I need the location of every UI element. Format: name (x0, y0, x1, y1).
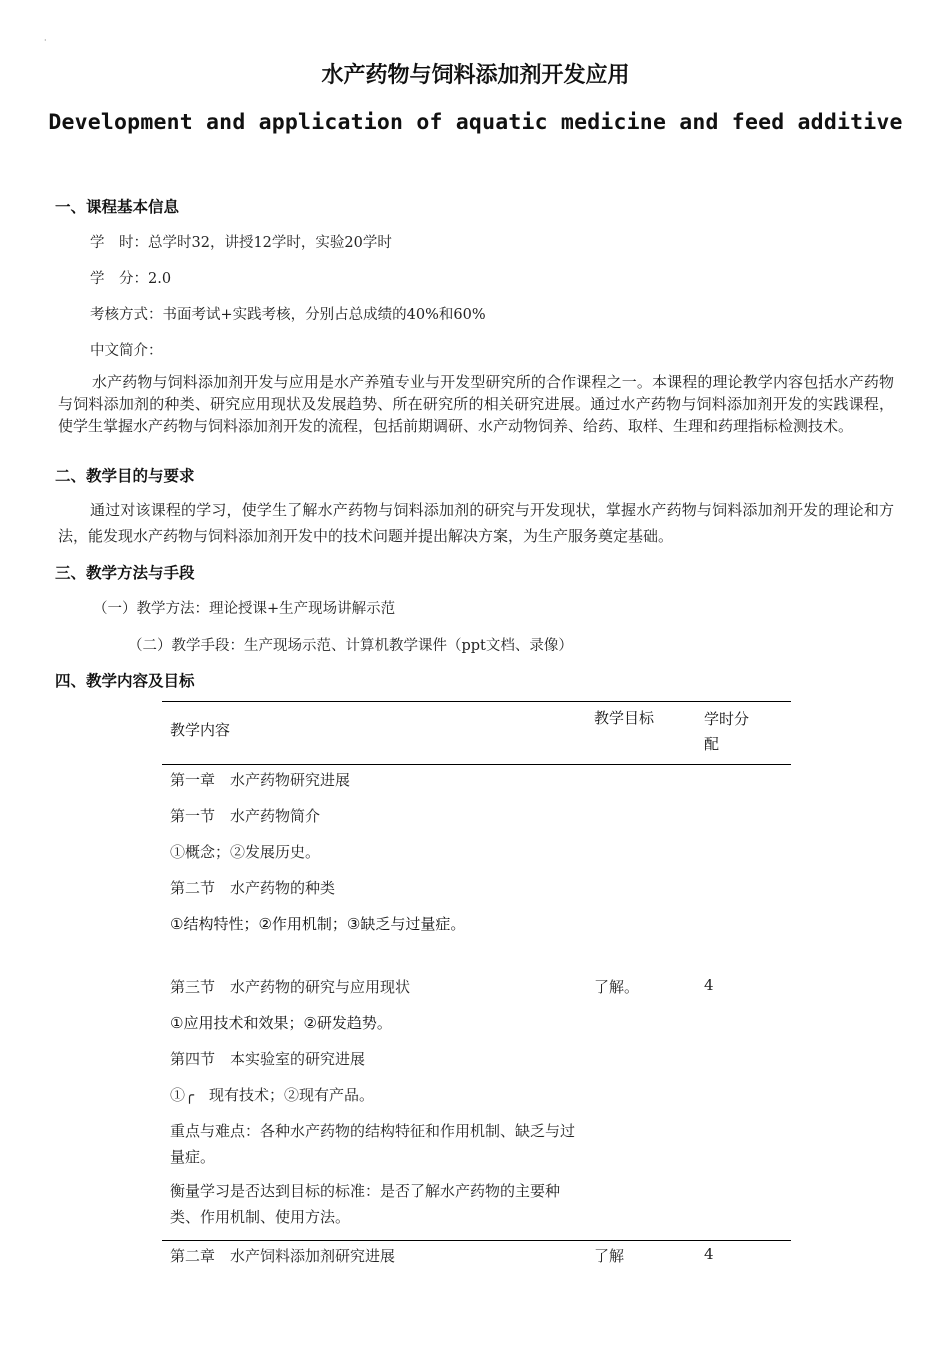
chapter1-section2-items: ①结构特性；②作用机制；③缺乏与过量症。 (170, 915, 466, 933)
header-goal: 教学目标 (594, 709, 655, 727)
intro-label: 中文简介： (90, 343, 163, 359)
chapter2-hours: 4 (704, 1245, 714, 1263)
chapter2-goal: 了解 (594, 1247, 625, 1265)
chapter1-title: 第一章 水产药物研究进展 (170, 771, 351, 789)
page-title: 水产药物与饲料添加剂开发应用 (321, 63, 630, 88)
chapter2-title: 第二章 水产饲料添加剂研究进展 (170, 1247, 396, 1265)
stray-mark: · (44, 36, 47, 45)
chapter1-section4: 第四节 本实验室的研究进展 (170, 1050, 366, 1068)
table-header-rule (162, 764, 791, 765)
chapter1-section2: 第二节 水产药物的种类 (170, 879, 336, 897)
teaching-method: （一）教学方法：理论授课+生产现场讲解示范 (93, 601, 396, 617)
teaching-means: （二）教学手段：生产现场示范、计算机教学课件（ppt文档、录像） (128, 638, 573, 654)
chapter1-criteria: 衡量学习是否达到目标的标准：是否了解水产药物的主要种类、作用机制、使用方法。 (170, 1182, 561, 1226)
chapter1-section4-items: ①╭ 现有技术；②现有产品。 (170, 1086, 375, 1104)
section-heading-objectives: 二、教学目的与要求 (55, 467, 195, 485)
section-heading-methods: 三、教学方法与手段 (55, 564, 195, 582)
objectives-paragraph: 通过对该课程的学习，使学生了解水产药物与饲料添加剂的研究与开发现状，掌握水产药物与饲料添加剂开发的理论和方法，能发现水产药物与饲料添加剂开发中的技术问题并提出解决方案，为生产服务奠定基础。 (58, 501, 894, 545)
assessment-method: 考核方式：书面考试+实践考核，分别占总成绩的40%和60% (90, 307, 486, 323)
table-top-rule (162, 701, 791, 702)
header-hours: 学时分配 (704, 710, 750, 753)
section-heading-content: 四、教学内容及目标 (55, 672, 195, 690)
chapter1-key-points: 重点与难点：各种水产药物的结构特征和作用机制、缺乏与过量症。 (170, 1122, 576, 1166)
chapter1-section3: 第三节 水产药物的研究与应用现状 (170, 978, 411, 996)
section-heading-basic-info: 一、课程基本信息 (55, 198, 180, 216)
chapter1-goal: 了解。 (594, 978, 640, 996)
page-title-english: Development and application of aquatic medicine and feed additive (48, 110, 903, 135)
header-content: 教学内容 (170, 721, 231, 739)
table-row-rule (162, 1240, 791, 1241)
chapter1-section1-items: ①概念；②发展历史。 (170, 843, 321, 861)
intro-paragraph: 水产药物与饲料添加剂开发与应用是水产养殖专业与开发型研究所的合作课程之一。本课程的理论教学内容包括水产药物与饲料添加剂的种类、研究应用现状及发展趋势、所在研究所的相关研究进展。通过水产药物与饲料添加剂开发的实践课程，使学生掌握水产药物与饲料添加剂开发的流程，包括前期调研、水产动物饲养、给药、取样、生理和药理指标检测技术。 (58, 373, 894, 435)
course-hours: 学 时：总学时32，讲授12学时，实验20学时 (90, 235, 392, 251)
chapter1-hours: 4 (704, 976, 714, 994)
chapter1-section3-items: ①应用技术和效果；②研发趋势。 (170, 1014, 392, 1032)
chapter1-section1: 第一节 水产药物简介 (170, 807, 321, 825)
course-credits: 学 分：2.0 (90, 271, 172, 287)
